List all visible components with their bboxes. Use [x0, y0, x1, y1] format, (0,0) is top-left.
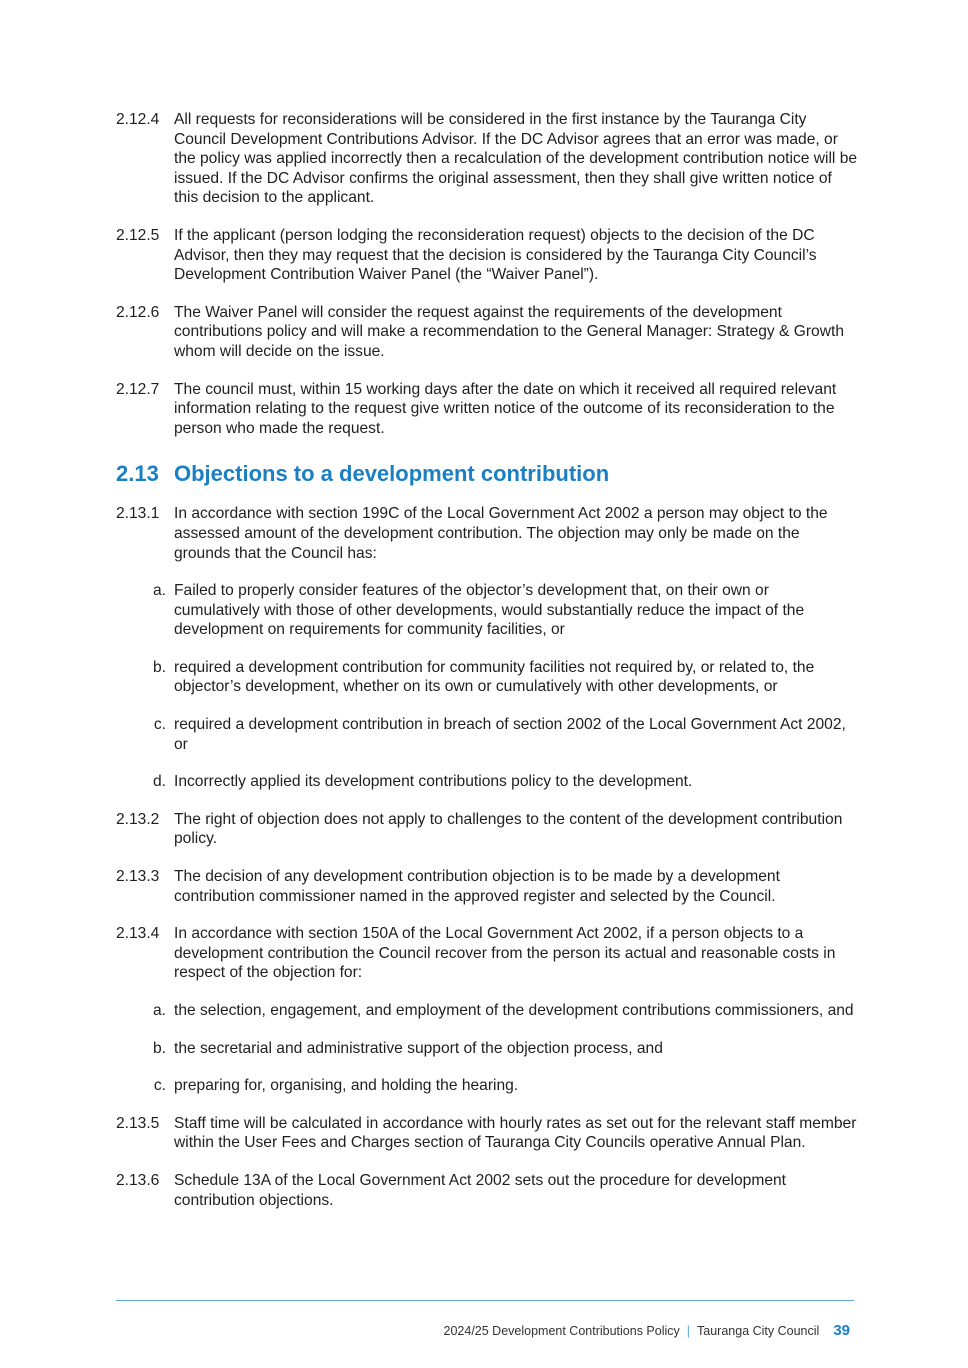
- clause-number: 2.12.4: [116, 111, 160, 128]
- section-heading: [116, 460, 858, 488]
- page-content: [116, 110, 858, 1228]
- clause-text: The council must, within 15 working days after the date on which it received all required relevant information relating to the request give written notice of the outcome of its reconsideration to the person who made the request.: [174, 380, 837, 437]
- list-letter: d.: [152, 773, 166, 791]
- clause-2-13-5: [116, 1114, 858, 1153]
- clause-text: Schedule 13A of the Local Government Act 2002 sets out the procedure for development contribution objections.: [174, 1171, 787, 1209]
- clause-number: 2.13.4: [116, 925, 160, 943]
- footer-divider: [116, 1300, 854, 1301]
- clause-text: The Waiver Panel will consider the request against the requirements of the development contributions policy and will make a recommendation to the General Manager: Strategy & Growth whom will decide on the issue.: [174, 303, 844, 360]
- footer-org: Tauranga City Council: [697, 1324, 820, 1338]
- page-number: 39: [833, 1322, 850, 1339]
- clause-2-13-1: [116, 504, 858, 563]
- clause-number: 2.12.7: [116, 380, 160, 398]
- clause-text: In accordance with section 199C of the Local Government Act 2002 a person may object to the assessed amount of the development contribution. The objection may only be made on the grounds that the Council has:: [174, 505, 828, 562]
- clause-2-12-7: [116, 380, 858, 439]
- list-letter: a.: [152, 1002, 166, 1019]
- section-title: Objections to a development contribution: [174, 461, 610, 487]
- list-text: required a development contribution in breach of section 2002 of the Local Government Act 2002, or: [174, 716, 846, 753]
- list-text: the selection, engagement, and employment of the development contributions commissioners, and: [174, 1002, 854, 1019]
- clause-text: Staff time will be calculated in accordance with hourly rates as set out for the relevant staff member within the User Fees and Charges section of Tauranga City Councils operative Annual Plan.: [174, 1114, 857, 1152]
- clause-text: The decision of any development contribution objection is to be made by a development contribution commissioner named in the approved register and selected by the Council.: [174, 868, 780, 905]
- list-text: preparing for, organising, and holding the hearing.: [174, 1077, 519, 1095]
- clause-number: 2.13.6: [116, 1171, 160, 1189]
- list-item: [116, 772, 858, 792]
- list-item: [116, 1001, 858, 1021]
- list-text: the secretarial and administrative support of the objection process, and: [174, 1039, 663, 1057]
- clause-2-12-6: [116, 303, 858, 362]
- list-text: Failed to properly consider features of the objector’s development that, on their own or cumulatively with those of other developments, would substantially reduce the impact of the development on requirements for community facilities, or: [174, 582, 805, 639]
- clause-number: 2.12.6: [116, 303, 160, 321]
- clause-2-13-6: [116, 1171, 858, 1210]
- list-text: Incorrectly applied its development contributions policy to the development.: [174, 773, 693, 791]
- page-footer: [444, 1322, 850, 1339]
- list-item: [116, 658, 858, 697]
- list-letter: c.: [153, 716, 166, 734]
- clause-2-12-5: [116, 226, 858, 285]
- list-letter: c.: [153, 1077, 166, 1095]
- clause-number: 2.12.5: [116, 226, 160, 244]
- section-number: 2.13: [116, 461, 159, 487]
- list-item: [116, 581, 858, 640]
- clause-number: 2.13.5: [116, 1114, 160, 1132]
- clause-number: 2.13.1: [116, 505, 160, 523]
- clause-2-13-2: [116, 810, 858, 849]
- clause-2-13-3: [116, 867, 858, 906]
- clause-2-13-4: [116, 924, 858, 983]
- clause-text: If the applicant (person lodging the reconsideration request) objects to the decision of the DC Advisor, then they may request that the decision is considered by the Tauranga City Council’s Development Contribution Waiver Panel (the “Waiver Panel”).: [174, 226, 817, 284]
- clause-text: All requests for reconsiderations will be considered in the first instance by the Tauranga City Council Development Contributions Advisor. If the DC Advisor agrees that an error was made, or the policy was applied incorrectly then a recalculation of the development contribution notice will be issued. If the DC Advisor confirms the original assessment, then they shall give written notice of this decision to the applicant.: [174, 111, 858, 207]
- clause-text: The right of objection does not apply to challenges to the content of the development contribution policy.: [174, 810, 843, 848]
- list-item: [116, 1076, 858, 1096]
- list-text: required a development contribution for community facilities not required by, or related to, the objector’s development, whether on its own or cumulatively with other developments, or: [174, 658, 815, 696]
- footer-separator: |: [686, 1324, 691, 1338]
- footer-doc-title: 2024/25 Development Contributions Policy: [443, 1324, 680, 1338]
- clause-text: In accordance with section 150A of the Local Government Act 2002, if a person objects to a development contribution the Council recover from the person its actual and reasonable costs in respect of the objection for:: [174, 925, 836, 982]
- list-item: [116, 1039, 858, 1059]
- list-letter: b.: [152, 658, 166, 676]
- clause-2-12-4: [116, 110, 858, 208]
- list-letter: a.: [152, 582, 166, 600]
- list-item: [116, 715, 858, 754]
- clause-number: 2.13.2: [116, 810, 160, 828]
- clause-number: 2.13.3: [116, 868, 160, 886]
- list-letter: b.: [152, 1039, 166, 1057]
